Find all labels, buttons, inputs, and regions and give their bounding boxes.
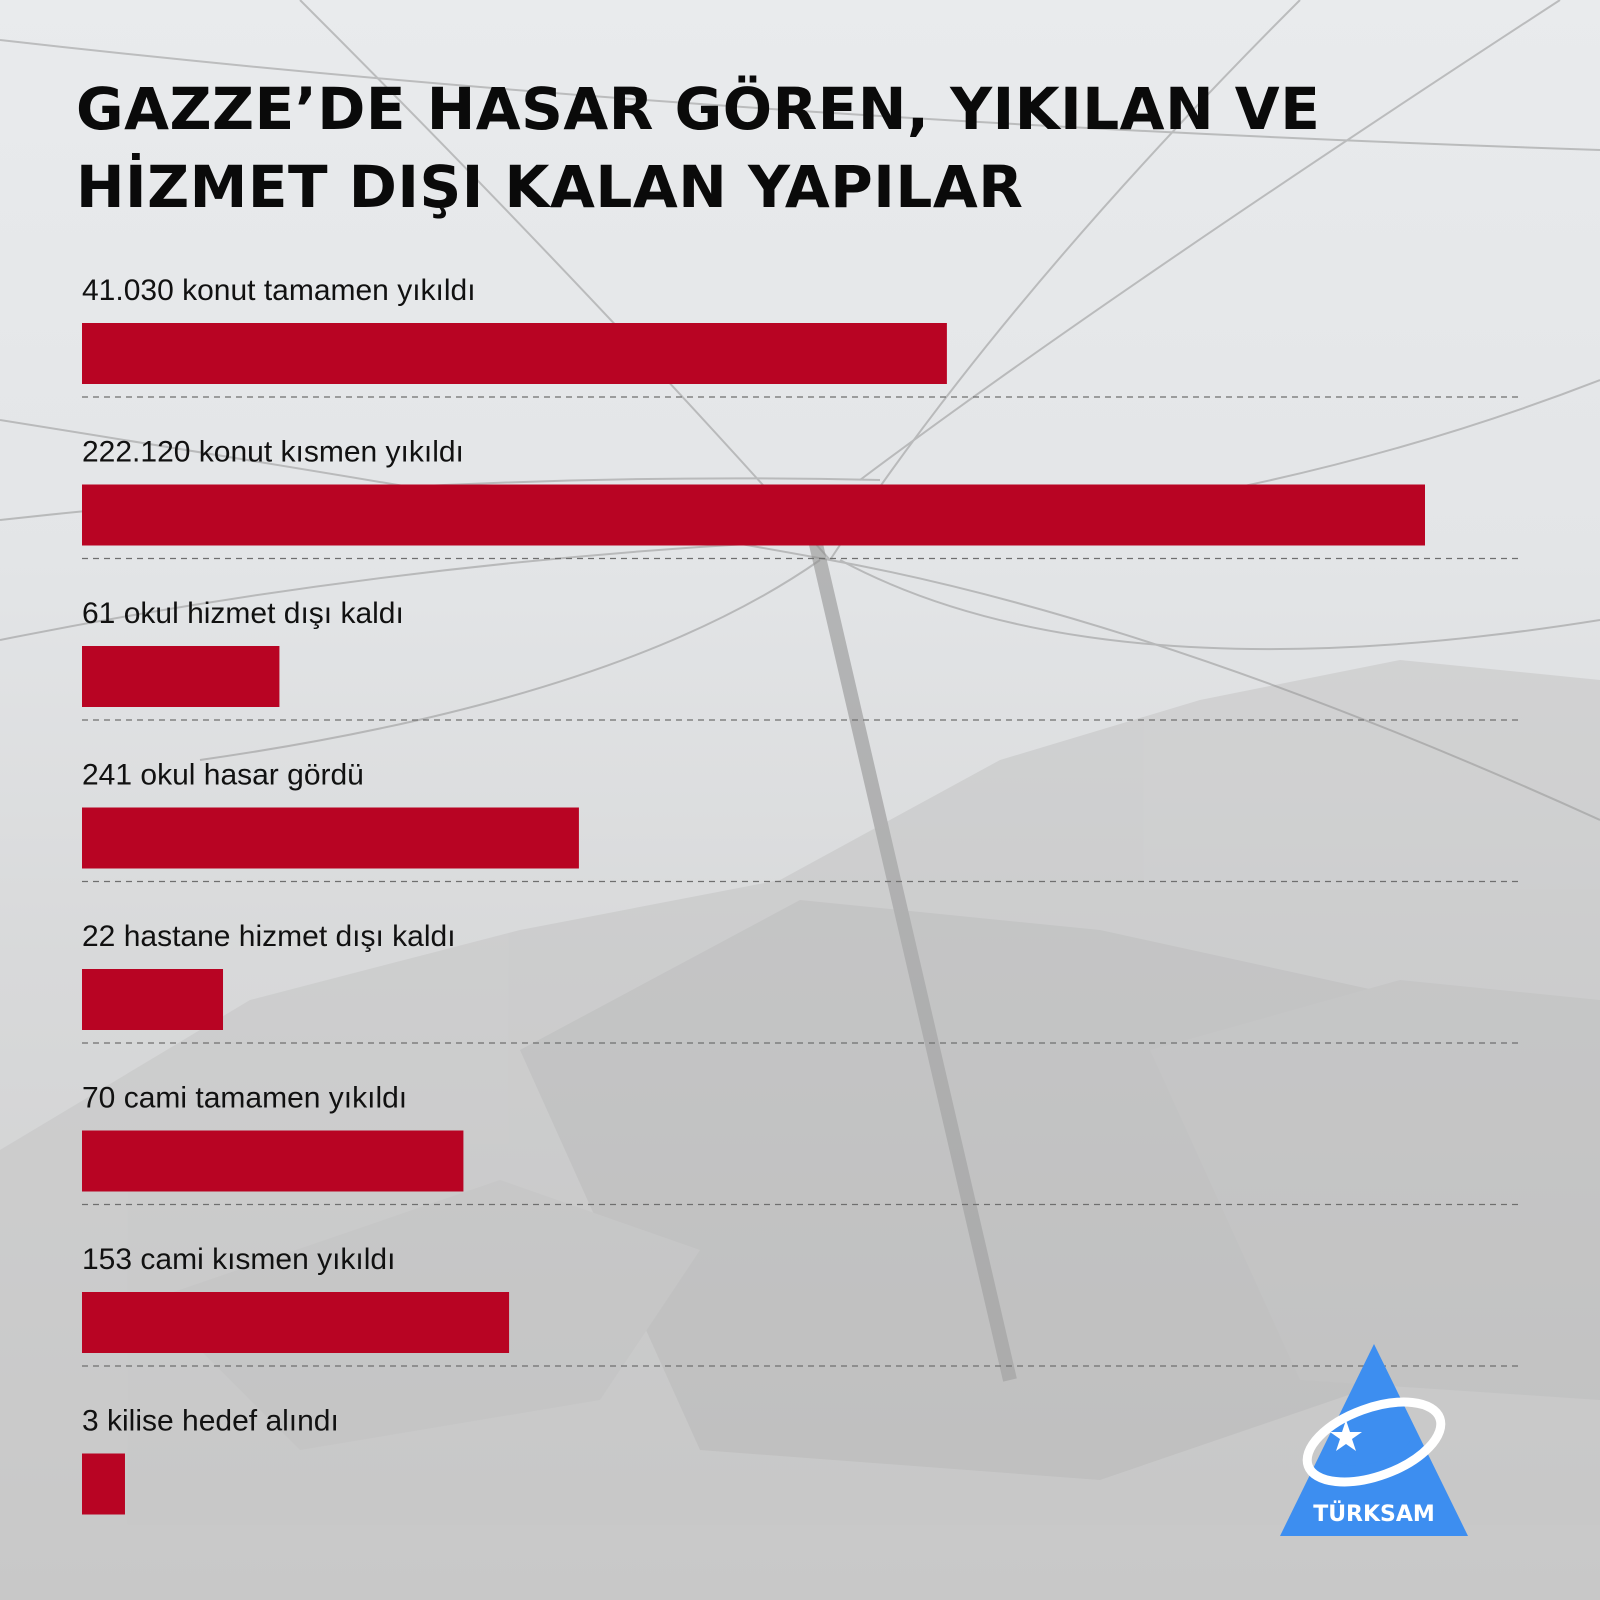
title-line-2: HİZMET DIŞI KALAN YAPILAR [76, 153, 1024, 221]
bar [82, 646, 279, 707]
bar [82, 808, 579, 869]
bar-label: 241 okul hasar gördü [82, 758, 364, 792]
bar [82, 1131, 463, 1192]
title-line-1: GAZZE’DE HASAR GÖREN, YIKILAN VE [76, 75, 1321, 143]
bar-label: 3 kilise hedef alındı [82, 1404, 339, 1438]
bar-label: 61 okul hizmet dışı kaldı [82, 597, 404, 630]
bar [82, 969, 223, 1030]
bar [82, 485, 1425, 546]
turksam-logo-text: TÜRKSAM [1313, 1502, 1435, 1527]
bar [82, 323, 947, 384]
bar-label: 70 cami tamamen yıkıldı [82, 1081, 408, 1115]
bar-label: 22 hastane hizmet dışı kaldı [82, 920, 456, 953]
bar [82, 1454, 125, 1515]
bar [82, 1292, 509, 1353]
bar-label: 41.030 konut tamamen yıkıldı [82, 274, 476, 307]
bar-label: 153 cami kısmen yıkıldı [82, 1243, 396, 1276]
bar-label: 222.120 konut kısmen yıkıldı [82, 435, 464, 469]
